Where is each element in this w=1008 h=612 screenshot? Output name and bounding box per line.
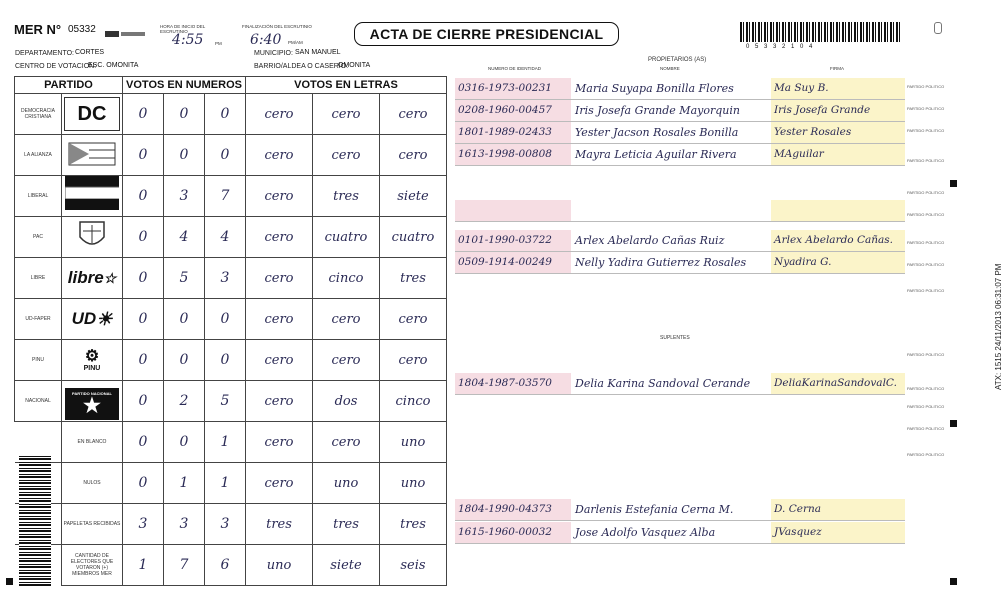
vote-digit: 3 <box>164 176 205 217</box>
suplentes-label: SUPLENTES <box>660 335 690 341</box>
vote-word: cero <box>313 340 380 381</box>
member-signature: D. Cerna <box>771 499 905 520</box>
party-row <box>15 94 447 135</box>
vote-word: cero <box>246 258 313 299</box>
departamento-label: DEPARTAMENTO: <box>15 50 74 57</box>
receipt-stamp: ATX: 1515 24/11/2013 06:31:07 PM <box>994 263 1003 390</box>
vote-digit: 4 <box>205 217 246 258</box>
municipio-label: MUNICIPIO: <box>254 50 293 57</box>
member-name: Yester Jacson Rosales Bonilla <box>575 126 739 139</box>
side-party-label: PARTIDO POLITICO <box>907 352 945 357</box>
hora-cierre-value: 6:40 <box>250 32 282 48</box>
id-number: 1801-1989-02433 <box>455 122 571 143</box>
vote-digit: 3 <box>205 258 246 299</box>
acta-title: ACTA DE CIERRE PRESIDENCIAL <box>354 22 619 46</box>
centro-label: CENTRO DE VOTACION: <box>15 63 97 70</box>
row-divider <box>455 520 905 521</box>
total-word: tres <box>313 504 380 545</box>
alignment-mark <box>950 420 957 427</box>
row-divider <box>455 543 905 544</box>
firma-header: FIRMA <box>830 66 844 71</box>
vote-word: cero <box>380 340 447 381</box>
total-word: cero <box>246 463 313 504</box>
side-party-label: PARTIDO POLITICO <box>907 106 945 111</box>
row-divider <box>455 221 905 222</box>
total-word: cero <box>313 422 380 463</box>
hora-inicio-label: HORA DE INICIO DEL ESCRUTINIO <box>160 24 206 34</box>
total-word: tres <box>380 504 447 545</box>
vote-digit: 7 <box>205 176 246 217</box>
vote-word: cero <box>313 299 380 340</box>
tse-logo <box>105 25 145 33</box>
id-number: 1804-1990-04373 <box>455 499 571 520</box>
liberal-flag-icon <box>65 177 119 209</box>
member-name: Mayra Leticia Aguilar Rivera <box>575 148 737 161</box>
propietarios-header: PROPIETARIOS (AS) <box>648 57 707 63</box>
member-name: Arlex Abelardo Cañas Ruiz <box>575 234 725 247</box>
member-name: Delia Karina Sandoval Cerande <box>575 377 751 390</box>
pinu-logo-icon: ⚙ PINU <box>83 347 101 372</box>
row-divider <box>455 165 905 166</box>
side-party-label: PARTIDO POLITICO <box>907 262 945 267</box>
vote-word: cero <box>246 299 313 340</box>
total-name: CANTIDAD DE ELECTORES QUE VOTARON (+) MIEMBROS MER <box>62 545 123 586</box>
total-name: EN BLANCO <box>62 422 123 463</box>
alignment-mark <box>6 578 13 585</box>
total-digit: 1 <box>205 463 246 504</box>
vote-digit: 0 <box>164 340 205 381</box>
side-party-label: PARTIDO POLITICO <box>907 404 945 409</box>
member-signature: Iris Josefa Grande <box>771 100 905 121</box>
total-digit: 1 <box>123 545 164 586</box>
alianza-flag-icon <box>65 138 119 170</box>
total-digit: 7 <box>164 545 205 586</box>
vote-word: cero <box>246 340 313 381</box>
side-party-label: PARTIDO POLITICO <box>907 128 945 133</box>
vote-digit: 0 <box>123 176 164 217</box>
id-number <box>455 200 571 221</box>
party-row <box>15 299 447 340</box>
vote-digit: 2 <box>164 381 205 422</box>
col-partido: PARTIDO <box>15 77 123 94</box>
id-number: 0101-1990-03722 <box>455 230 571 251</box>
total-row <box>15 422 447 463</box>
vote-word: cinco <box>380 381 447 422</box>
party-row <box>15 340 447 381</box>
municipio-value: SAN MANUEL <box>295 49 341 56</box>
vote-digit: 0 <box>123 258 164 299</box>
vote-word: cuatro <box>380 217 447 258</box>
vote-word: cero <box>246 94 313 135</box>
member-signature: Yester Rosales <box>771 122 905 143</box>
member-signature: MAguilar <box>771 144 905 165</box>
hora-inicio-suffix: PM <box>215 41 222 46</box>
total-row <box>15 463 447 504</box>
side-party-label: PARTIDO POLITICO <box>907 288 945 293</box>
total-word: cero <box>246 422 313 463</box>
party-row <box>15 258 447 299</box>
member-signature <box>771 200 905 221</box>
departamento-value: CORTES <box>75 49 105 56</box>
party-logo <box>62 340 123 381</box>
vote-digit: 0 <box>164 299 205 340</box>
total-word: siete <box>313 545 380 586</box>
hora-inicio-value: 4:55 <box>172 32 204 48</box>
member-name: Nelly Yadira Gutierrez Rosales <box>575 256 747 269</box>
vote-digit: 0 <box>164 94 205 135</box>
party-logo <box>62 258 123 299</box>
dc-logo-icon: DC <box>64 97 120 131</box>
party-name: PINU <box>15 340 62 381</box>
member-name: Jose Adolfo Vasquez Alba <box>575 526 716 539</box>
id-number: 0208-1960-00457 <box>455 100 571 121</box>
party-name: UD-FAPER <box>15 299 62 340</box>
votes-table <box>14 76 447 586</box>
party-logo <box>62 176 123 217</box>
party-name: NACIONAL <box>15 381 62 422</box>
alignment-mark <box>950 180 957 187</box>
libre-logo-icon: libre ☆ <box>67 268 117 287</box>
total-word: tres <box>246 504 313 545</box>
party-name: LIBERAL <box>15 176 62 217</box>
side-barcode <box>19 454 51 586</box>
member-signature: Nyadira G. <box>771 252 905 273</box>
total-digit: 0 <box>164 422 205 463</box>
member-name <box>572 200 770 221</box>
total-digit: 0 <box>123 422 164 463</box>
mer-label: MER N° <box>14 22 62 37</box>
vote-digit: 0 <box>123 135 164 176</box>
mer-number: 05332 <box>68 24 96 35</box>
hora-cierre-suffix: PM/AM <box>288 40 303 45</box>
vote-word: cero <box>380 135 447 176</box>
vote-digit: 0 <box>205 94 246 135</box>
member-name: Darlenis Estefania Cerna M. <box>575 503 734 516</box>
party-row <box>15 135 447 176</box>
side-party-label: PARTIDO POLITICO <box>907 452 945 457</box>
vote-digit: 0 <box>205 340 246 381</box>
id-number: 1613-1998-00808 <box>455 144 571 165</box>
row-divider <box>455 394 905 395</box>
vote-digit: 0 <box>123 299 164 340</box>
total-name: NULOS <box>62 463 123 504</box>
vote-digit: 5 <box>164 258 205 299</box>
vote-word: cero <box>246 381 313 422</box>
side-party-label: PARTIDO POLITICO <box>907 158 945 163</box>
id-header: NUMERO DE IDENTIDAD <box>488 66 542 71</box>
party-name: LA ALIANZA <box>15 135 62 176</box>
side-party-label: PARTIDO POLITICO <box>907 426 945 431</box>
id-number: 1615-1960-00032 <box>455 522 571 543</box>
centro-value: ESC. OMONITA <box>88 62 139 69</box>
header-barcode <box>740 22 900 42</box>
id-number: 0316-1973-00231 <box>455 78 571 99</box>
total-row <box>15 504 447 545</box>
nacional-star-icon: PARTIDO NACIONAL ★ <box>65 388 119 420</box>
total-word: uno <box>246 545 313 586</box>
side-party-label: PARTIDO POLITICO <box>907 212 945 217</box>
side-party-label: PARTIDO POLITICO <box>907 190 945 195</box>
vote-word: cinco <box>313 258 380 299</box>
alignment-mark <box>950 578 957 585</box>
vote-word: cero <box>380 299 447 340</box>
party-logo <box>62 217 123 258</box>
total-word: seis <box>380 545 447 586</box>
party-row <box>15 176 447 217</box>
member-signature: JVasquez <box>771 522 905 543</box>
vote-word: cero <box>313 135 380 176</box>
total-word: uno <box>380 463 447 504</box>
vote-word: cero <box>246 176 313 217</box>
total-digit: 3 <box>123 504 164 545</box>
party-logo <box>62 94 123 135</box>
row-divider <box>455 273 905 274</box>
vote-digit: 0 <box>164 135 205 176</box>
vote-digit: 0 <box>123 94 164 135</box>
party-logo <box>62 135 123 176</box>
party-logo <box>62 299 123 340</box>
total-word: uno <box>380 422 447 463</box>
id-number: 0509-1914-00249 <box>455 252 571 273</box>
vote-word: cero <box>313 94 380 135</box>
member-signature: Ma Suy B. <box>771 78 905 99</box>
barrio-value: OMONITA <box>338 62 371 69</box>
id-number: 1804-1987-03570 <box>455 373 571 394</box>
member-signature: DeliaKarinaSandovalC. <box>771 373 905 394</box>
total-digit: 0 <box>123 463 164 504</box>
total-row <box>15 545 447 586</box>
total-digit: 3 <box>205 504 246 545</box>
barrio-label: BARRIO/ALDEA O CASERIO: <box>254 63 349 70</box>
total-digit: 6 <box>205 545 246 586</box>
party-logo <box>62 381 123 422</box>
member-name: Iris Josefa Grande Mayorquin <box>575 104 740 117</box>
col-numeros: VOTOS EN NUMEROS <box>123 77 246 94</box>
ud-logo-icon: UD ☀ <box>71 308 113 329</box>
total-digit: 1 <box>205 422 246 463</box>
party-name: DEMOCRACIA CRISTIANA <box>15 94 62 135</box>
hora-cierre-label: FINALIZACIÓN DEL ESCRUTINIO <box>242 24 312 29</box>
corner-mark <box>934 22 942 34</box>
member-name: Maria Suyapa Bonilla Flores <box>575 82 734 95</box>
vote-word: tres <box>313 176 380 217</box>
total-digit: 1 <box>164 463 205 504</box>
vote-word: dos <box>313 381 380 422</box>
side-party-label: PARTIDO POLITICO <box>907 386 945 391</box>
nombre-header: NOMBRE <box>660 66 680 71</box>
vote-digit: 4 <box>164 217 205 258</box>
vote-word: cero <box>246 217 313 258</box>
party-row <box>15 217 447 258</box>
vote-word: cero <box>246 135 313 176</box>
side-party-label: PARTIDO POLITICO <box>907 84 945 89</box>
vote-digit: 0 <box>205 299 246 340</box>
total-digit: 3 <box>164 504 205 545</box>
vote-word: cuatro <box>313 217 380 258</box>
vote-word: cero <box>380 94 447 135</box>
party-row <box>15 381 447 422</box>
col-letras: VOTOS EN LETRAS <box>246 77 447 94</box>
vote-digit: 0 <box>123 381 164 422</box>
side-party-label: PARTIDO POLITICO <box>907 240 945 245</box>
vote-word: siete <box>380 176 447 217</box>
pac-shield-icon <box>65 219 119 251</box>
member-signature: Arlex Abelardo Cañas. <box>771 230 905 251</box>
vote-digit: 0 <box>123 340 164 381</box>
party-name: PAC <box>15 217 62 258</box>
vote-word: tres <box>380 258 447 299</box>
total-word: uno <box>313 463 380 504</box>
total-name: PAPELETAS RECIBIDAS <box>62 504 123 545</box>
vote-digit: 5 <box>205 381 246 422</box>
party-name: LIBRE <box>15 258 62 299</box>
header-barcode-number: 0 5 3 3 2 1 0 4 <box>746 44 815 50</box>
vote-digit: 0 <box>123 217 164 258</box>
vote-digit: 0 <box>205 135 246 176</box>
